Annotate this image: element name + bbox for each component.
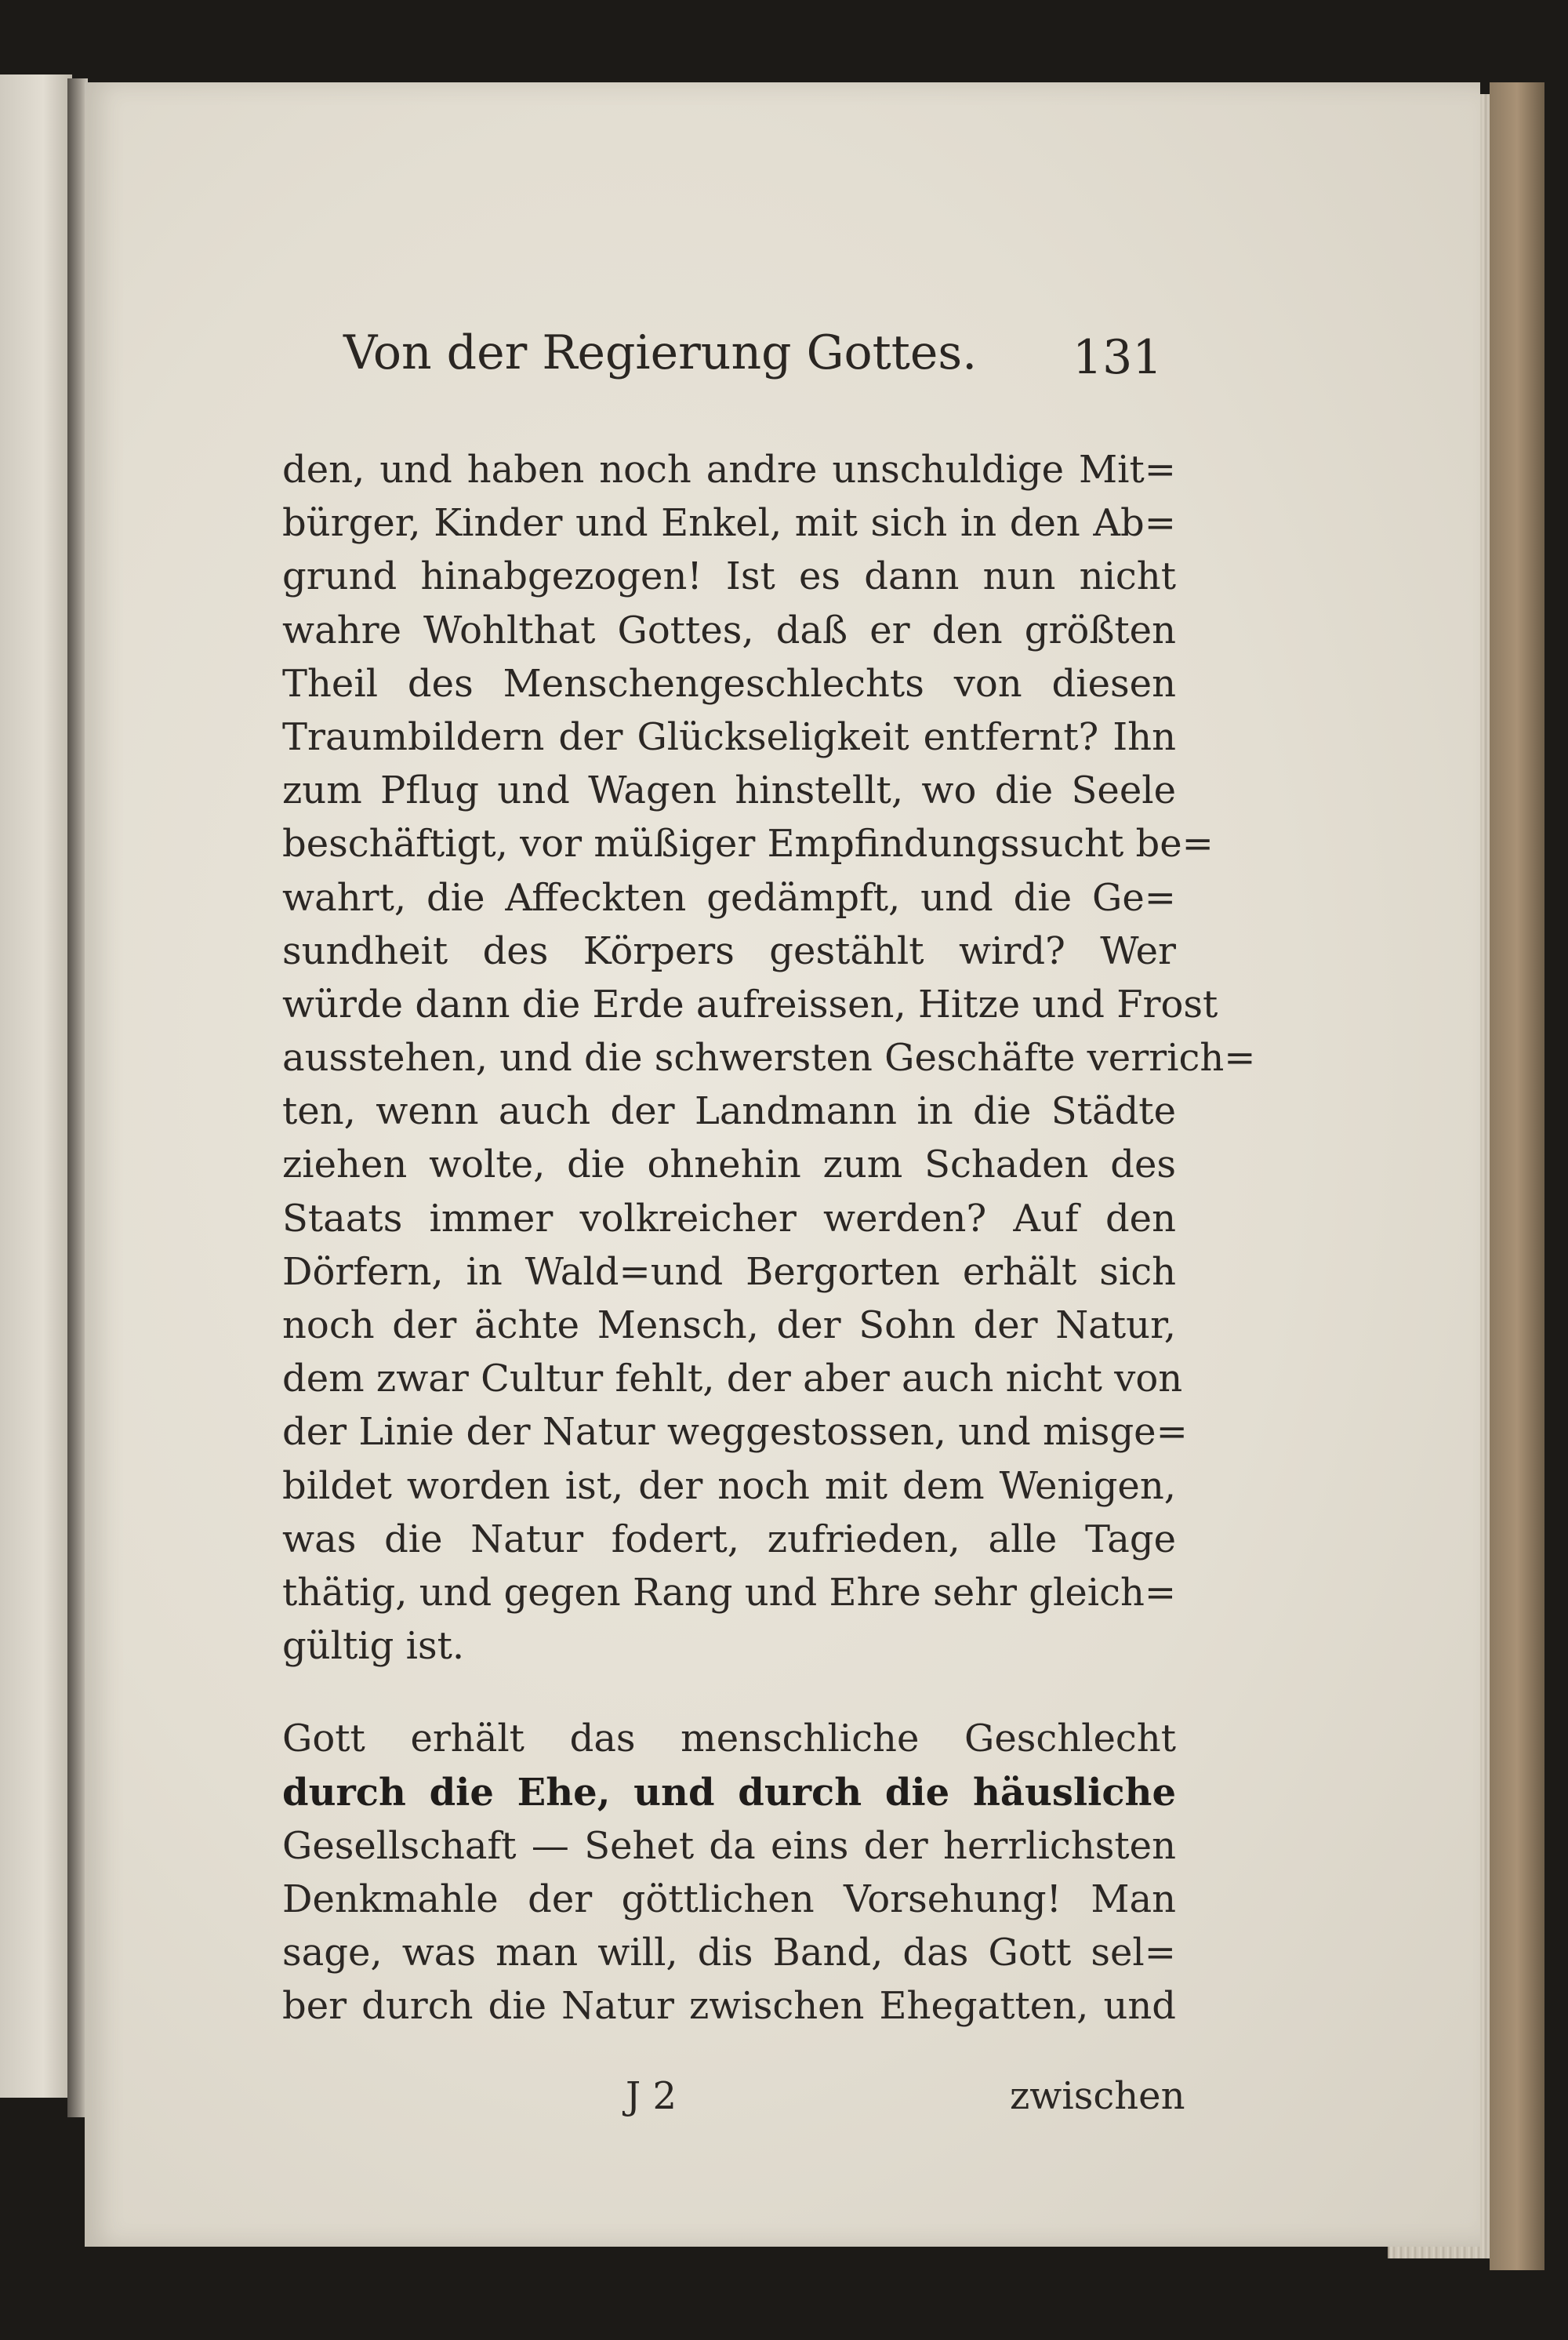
catchword: zwischen — [1010, 2074, 1185, 2118]
text-line: noch der ächte Mensch, der Sohn der Natur, — [282, 1303, 1176, 1347]
text-line: wahrt, die Affeckten gedämpft, und die Ge= — [282, 875, 1176, 920]
text-line: Dörfern, in Wald=und Bergorten erhält sich — [282, 1249, 1176, 1294]
text-line: sundheit des Körpers gestählt wird? Wer — [282, 928, 1176, 973]
text-line: Traumbildern der Glückseligkeit entfernt? Ihn — [282, 714, 1176, 759]
text-line: grund hinabgezogen! Ist es dann nun nicht — [282, 554, 1176, 599]
text-line: der Linie der Natur weggestossen, und misge= — [282, 1410, 1188, 1455]
text-line: Denkmahle der göttlichen Vorsehung! Man — [282, 1877, 1176, 1921]
text-line: ber durch die Natur zwischen Ehegatten, und — [282, 1984, 1176, 2029]
text-line: Gesellschaft — Sehet da eins der herrlichsten — [282, 1823, 1176, 1868]
text-line: dem zwar Cultur fehlt, der aber auch nicht von — [282, 1357, 1183, 1401]
text-line: würde dann die Erde aufreissen, Hitze und Frost — [282, 982, 1218, 1026]
body-text — [282, 443, 1256, 2033]
text-line: bildet worden ist, der noch mit dem Wenigen, — [282, 1463, 1176, 1508]
book-cover-board — [1490, 82, 1544, 2270]
text-line: gültig ist. — [282, 1624, 465, 1669]
page-header — [85, 325, 1182, 388]
text-line: durch die Ehe, und durch die häusliche — [282, 1770, 1176, 1815]
signature-mark: J 2 — [626, 2074, 677, 2118]
running-title: Von der Regierung Gottes. — [343, 325, 978, 380]
paragraph — [282, 443, 1256, 1673]
text-line: zum Pflug und Wagen hinstellt, wo die Seele — [282, 768, 1176, 813]
text-line: ausstehen, und die schwersten Geschäfte verrich= — [282, 1036, 1256, 1081]
text-line: Staats immer volkreicher werden? Auf den — [282, 1196, 1176, 1241]
paragraph — [282, 1712, 1176, 2033]
text-line: beschäftigt, vor müßiger Empfindungssucht be= — [282, 822, 1214, 867]
text-line: ziehen wolte, die ohnehin zum Schaden des — [282, 1143, 1176, 1187]
previous-page-edge — [0, 74, 72, 2098]
text-line: Theil des Menschengeschlechts von diesen — [282, 661, 1176, 706]
text-line: was die Natur fodert, zufrieden, alle Tage — [282, 1517, 1176, 1561]
page-footer — [85, 2074, 1185, 2137]
text-line: bürger, Kinder und Enkel, mit sich in den Ab= — [282, 501, 1176, 546]
text-line: ten, wenn auch der Landmann in die Städte — [282, 1089, 1176, 1134]
page-number: 131 — [1073, 330, 1163, 385]
text-line: thätig, und gegen Rang und Ehre sehr gleich= — [282, 1570, 1177, 1615]
paragraph-gap — [282, 1673, 1176, 1712]
text-line: sage, was man will, dis Band, das Gott sel= — [282, 1931, 1176, 1975]
text-line: den, und haben noch andre unschuldige Mit= — [282, 448, 1176, 492]
text-line: Gott erhält das menschliche Geschlecht — [282, 1717, 1176, 1761]
book-page — [85, 82, 1480, 2247]
text-line: wahre Wohlthat Gottes, daß er den größten — [282, 608, 1176, 652]
